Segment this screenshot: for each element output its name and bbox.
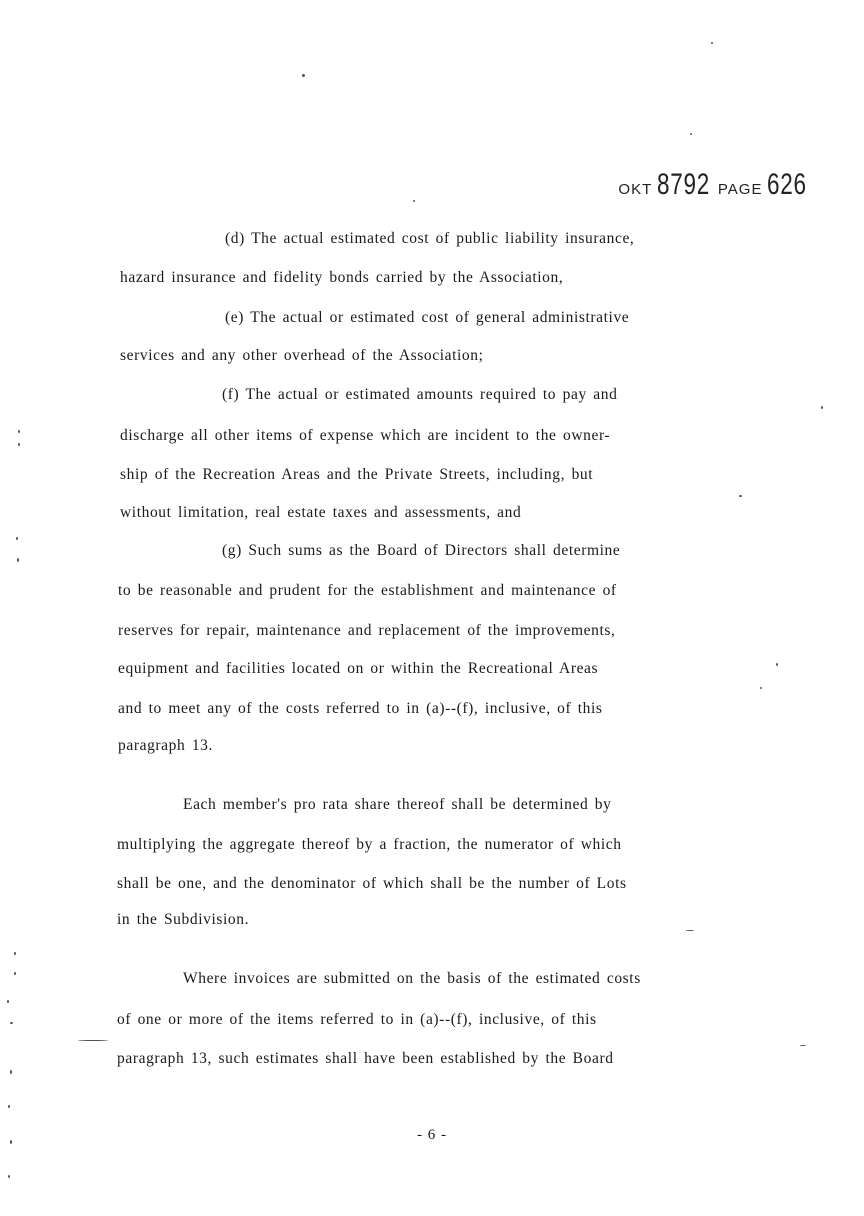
scan-speck — [10, 1070, 12, 1074]
scan-speck — [800, 1045, 806, 1046]
scan-speck — [690, 133, 692, 135]
scan-speck — [413, 200, 415, 202]
text-line: services and any other overhead of the Association; — [120, 347, 484, 364]
text-line: ship of the Recreation Areas and the Private Streets, including, but — [120, 466, 594, 483]
scan-speck — [18, 443, 20, 446]
text-line: in the Subdivision. — [117, 911, 250, 928]
page-number: 626 — [766, 168, 807, 201]
text-line: to be reasonable and prudent for the establishment and maintenance of — [118, 582, 617, 599]
scan-speck — [10, 1022, 13, 1024]
text-line: (g) Such sums as the Board of Directors shall determine — [222, 542, 621, 559]
text-line: Each member's pro rata share thereof shall be determined by — [183, 796, 612, 813]
text-line: without limitation, real estate taxes and assessments, and — [120, 504, 522, 521]
text-line: (f) The actual or estimated amounts required to pay and — [222, 386, 618, 403]
text-line: reserves for repair, maintenance and replacement of the improvements, — [118, 622, 616, 639]
scan-speck — [776, 663, 778, 666]
scan-speck — [17, 558, 19, 562]
text-line: paragraph 13, such estimates shall have been established by the Board — [117, 1050, 614, 1067]
scan-speck — [739, 495, 742, 497]
text-line: hazard insurance and fidelity bonds carried by the Association, — [120, 269, 564, 286]
page-footer: - 6 - — [417, 1127, 447, 1143]
scan-speck — [760, 687, 762, 689]
scan-speck — [711, 42, 713, 44]
scan-speck — [10, 1140, 12, 1144]
scan-speck — [18, 430, 20, 433]
text-line: (d) The actual estimated cost of public liability insurance, — [225, 230, 635, 247]
scan-speck — [686, 930, 694, 931]
scan-speck — [16, 537, 18, 540]
scan-speck — [78, 1040, 108, 1041]
text-line: multiplying the aggregate thereof by a fraction, the numerator of which — [117, 836, 622, 853]
text-line: equipment and facilities located on or within the Recreational Areas — [118, 660, 599, 677]
text-line: (e) The actual or estimated cost of general administrative — [225, 309, 630, 326]
scan-speck — [302, 74, 305, 77]
text-line: and to meet any of the costs referred to in (a)--(f), inclusive, of this — [118, 700, 603, 717]
page-label: PAGE — [717, 181, 763, 198]
recording-stamp — [618, 168, 820, 202]
text-line: paragraph 13. — [118, 737, 214, 754]
scan-speck — [8, 1175, 10, 1178]
text-line: of one or more of the items referred to in (a)--(f), inclusive, of this — [117, 1011, 597, 1028]
scan-speck — [7, 1000, 9, 1003]
scan-speck — [14, 952, 16, 955]
text-line: shall be one, and the denominator of which shall be the number of Lots — [117, 875, 627, 892]
book-number: 8792 — [656, 168, 710, 201]
scan-speck — [8, 1105, 10, 1108]
scan-speck — [821, 406, 823, 409]
text-line: Where invoices are submitted on the basis of the estimated costs — [183, 970, 641, 987]
text-line: discharge all other items of expense which are incident to the owner- — [120, 427, 611, 444]
scan-speck — [14, 972, 16, 975]
book-label: OKT — [618, 181, 653, 198]
